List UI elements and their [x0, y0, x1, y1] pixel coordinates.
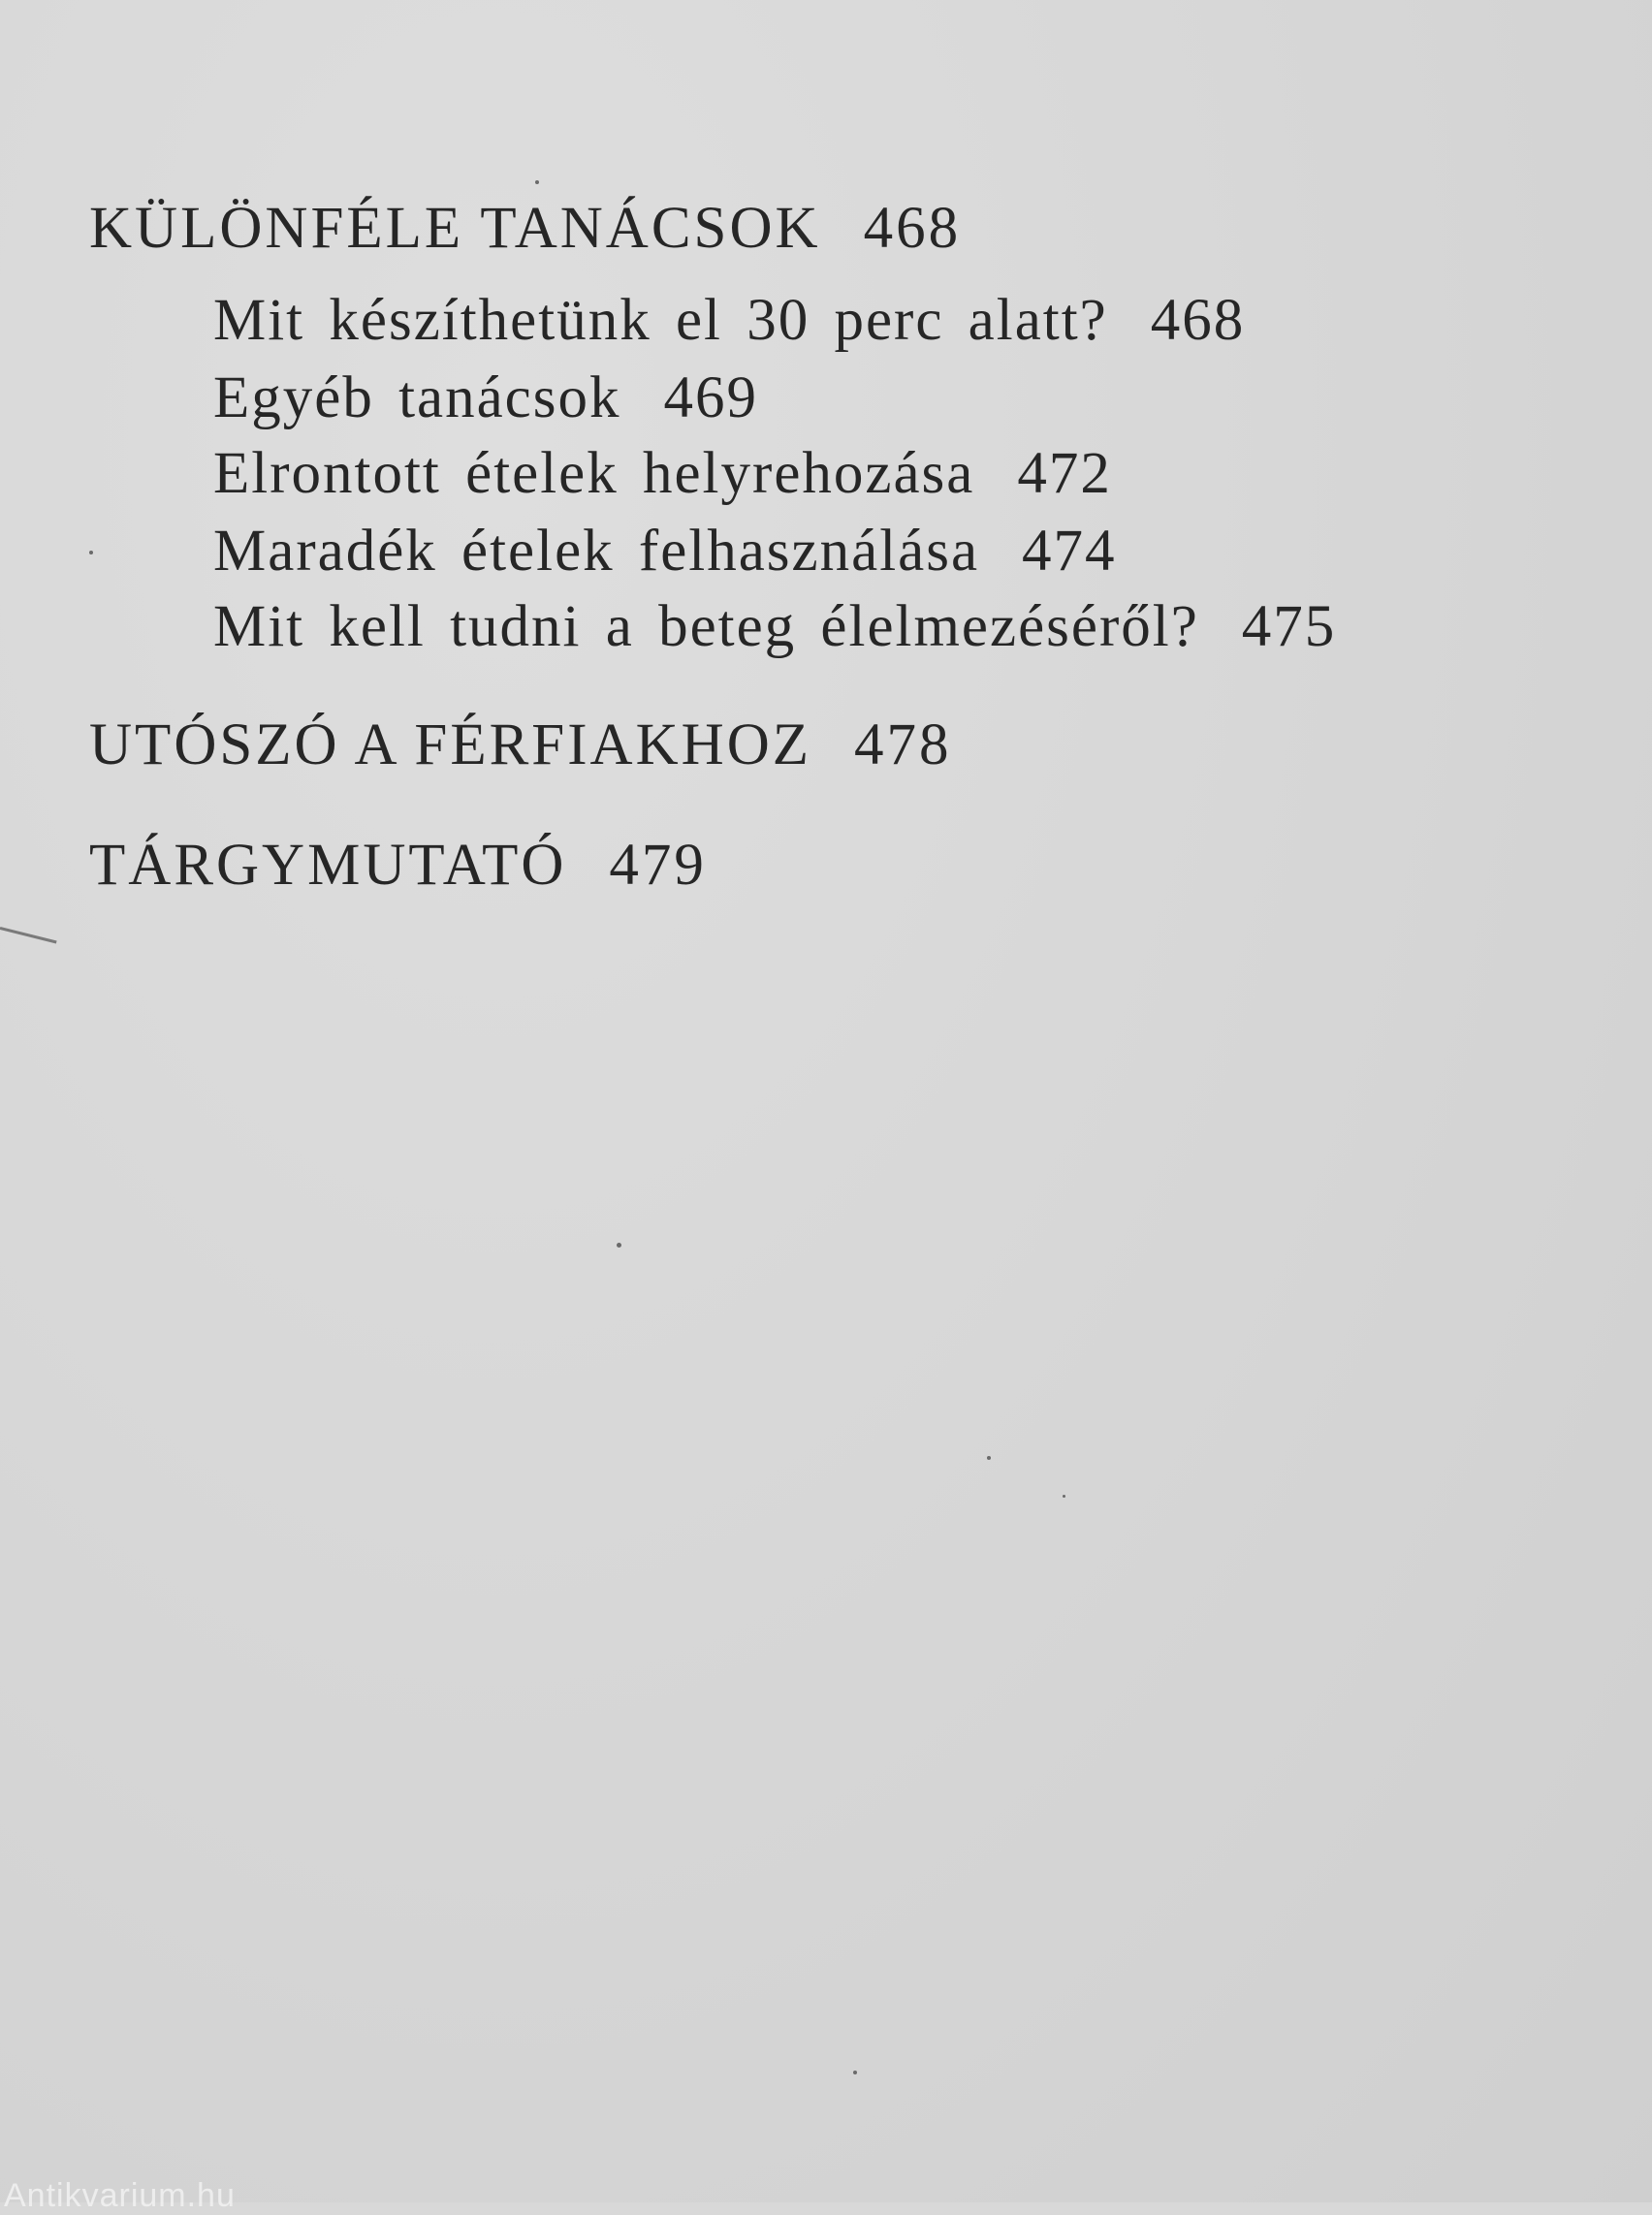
paper-speck — [987, 1456, 991, 1460]
toc-subsection-title: Egyéb tanácsok — [213, 365, 621, 430]
paper-edge-mark — [0, 927, 57, 943]
toc-subsection-title: Maradék ételek felhasználása — [213, 519, 980, 584]
toc-page-number: 475 — [1241, 594, 1337, 659]
toc-page-number: 468 — [863, 196, 962, 261]
toc-subsection-title: Elrontott ételek helyrehozása — [213, 441, 975, 506]
toc-section-entry — [89, 196, 962, 261]
toc-subsection-title: Mit készíthetünk el 30 perc alatt? — [213, 288, 1108, 353]
toc-subsection-entry — [213, 288, 1246, 353]
toc-subsection-entry — [213, 365, 758, 430]
toc-section-title: UTÓSZÓ A FÉRFIAKHOZ — [89, 712, 812, 777]
toc-subsection-title: Mit kell tudni a beteg élelmezéséről? — [213, 594, 1199, 659]
toc-section-entry — [89, 833, 707, 898]
toc-subsection-entry — [213, 519, 1117, 584]
toc-page-number: 469 — [663, 365, 758, 430]
toc-page-number: 479 — [609, 833, 707, 898]
toc-subsection-entry — [213, 594, 1337, 659]
paper-speck — [617, 1243, 621, 1248]
toc-page-number: 474 — [1022, 519, 1117, 584]
paper-speck — [89, 551, 93, 554]
toc-section-title: TÁRGYMUTATÓ — [89, 833, 567, 898]
toc-section-title: KÜLÖNFÉLE TANÁCSOK — [89, 196, 821, 261]
paper-speck — [535, 180, 539, 184]
paper-speck — [853, 2071, 857, 2074]
toc-page-number: 472 — [1017, 441, 1112, 506]
toc-section-entry — [89, 712, 952, 777]
toc-subsection-entry — [213, 441, 1112, 506]
toc-page-number: 478 — [854, 712, 952, 777]
paper-speck — [1063, 1495, 1065, 1498]
watermark: Antikvarium.hu — [4, 2177, 236, 2214]
toc-page-number: 468 — [1150, 288, 1246, 353]
